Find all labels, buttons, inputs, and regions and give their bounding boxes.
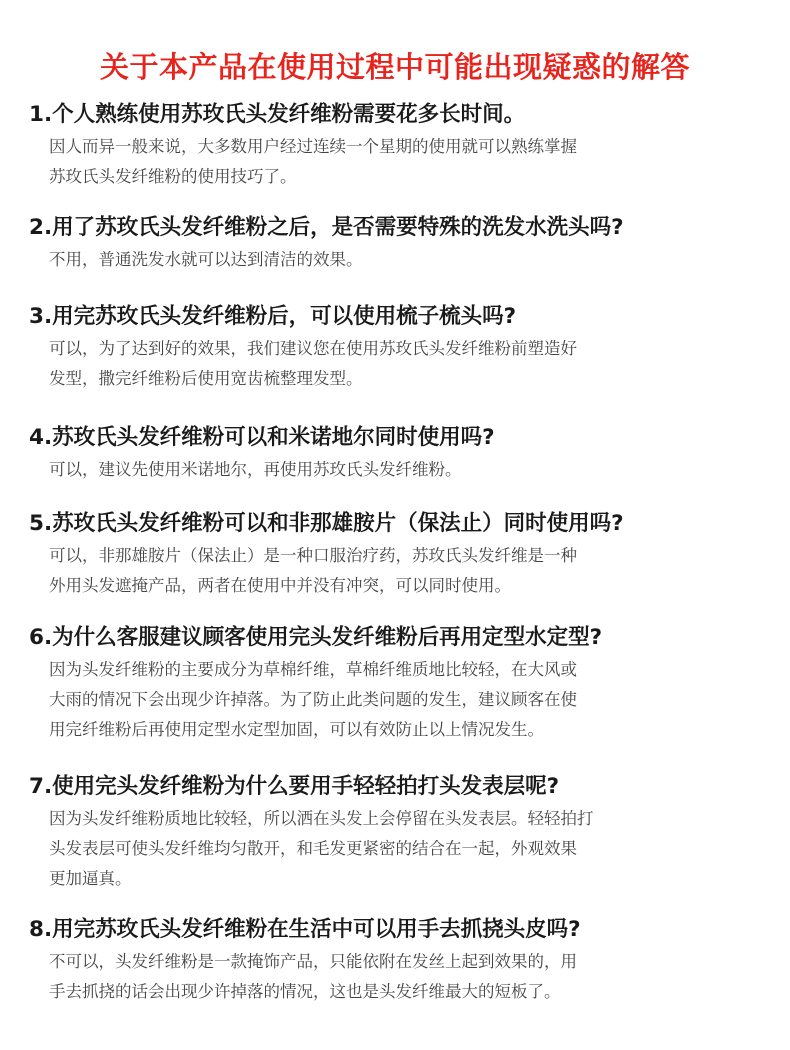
faq-question: 5.苏玫氏头发纤维粉可以和非那雄胺片（保法止）同时使用吗? xyxy=(29,511,624,536)
faq-item-6 xyxy=(29,623,769,745)
faq-item-4 xyxy=(29,423,769,485)
faq-question: 7.使用完头发纤维粉为什么要用手轻轻拍打头发表层呢? xyxy=(29,774,560,799)
answer-line: 头发表层可使头发纤维均匀散开，和毛发更紧密的结合在一起，外观效果 xyxy=(49,839,577,858)
faq-item-1 xyxy=(29,100,769,192)
faq-question: 6.为什么客服建议顾客使用完头发纤维粉后再用定型水定型? xyxy=(29,625,603,650)
answer-line: 苏玫氏头发纤维粉的使用技巧了。 xyxy=(49,167,297,186)
faq-question: 4.苏玫氏头发纤维粉可以和米诺地尔同时使用吗? xyxy=(29,425,495,450)
faq-item-5 xyxy=(29,509,769,601)
faq-answer xyxy=(49,541,769,601)
faq-question: 3.用完苏玫氏头发纤维粉后，可以使用梳子梳头吗? xyxy=(29,304,517,329)
answer-line: 因为头发纤维粉质地比较轻，所以洒在头发上会停留在头发表层。轻轻拍打 xyxy=(49,809,594,828)
answer-line: 因为头发纤维粉的主要成分为草棉纤维，草棉纤维质地比较轻，在大风或 xyxy=(49,660,577,679)
faq-answer xyxy=(49,455,769,485)
faq-answer xyxy=(49,245,769,275)
faq-answer xyxy=(49,655,769,745)
answer-line: 发型，撒完纤维粉后使用宽齿梳整理发型。 xyxy=(49,369,363,388)
faq-answer xyxy=(49,947,769,1007)
answer-line: 因人而异一般来说，大多数用户经过连续一个星期的使用就可以熟练掌握 xyxy=(49,137,577,156)
faq-item-2 xyxy=(29,213,769,275)
answer-line: 用完纤维粉后再使用定型水定型加固，可以有效防止以上情况发生。 xyxy=(49,720,544,739)
page-title: 关于本产品在使用过程中可能出现疑惑的解答 xyxy=(99,50,690,85)
answer-line: 不用，普通洗发水就可以达到清洁的效果。 xyxy=(49,250,363,269)
answer-line: 可以，非那雄胺片（保法止）是一种口服治疗药，苏玫氏头发纤维是一种 xyxy=(49,546,577,565)
answer-line: 可以，建议先使用米诺地尔，再使用苏玫氏头发纤维粉。 xyxy=(49,460,462,479)
answer-line: 可以，为了达到好的效果，我们建议您在使用苏玫氏头发纤维粉前塑造好 xyxy=(49,339,577,358)
answer-line: 外用头发遮掩产品，两者在使用中并没有冲突，可以同时使用。 xyxy=(49,576,511,595)
faq-question: 1.个人熟练使用苏玫氏头发纤维粉需要花多长时间。 xyxy=(29,102,526,127)
answer-line: 更加逼真。 xyxy=(49,869,132,888)
faq-answer xyxy=(49,804,769,894)
faq-item-8 xyxy=(29,915,769,1007)
faq-answer xyxy=(49,334,769,394)
faq-answer xyxy=(49,132,769,192)
answer-line: 手去抓挠的话会出现少许掉落的情况，这也是头发纤维最大的短板了。 xyxy=(49,982,561,1001)
faq-question: 2.用了苏玫氏头发纤维粉之后，是否需要特殊的洗发水洗头吗? xyxy=(29,215,624,240)
faq-question: 8.用完苏玫氏头发纤维粉在生活中可以用手去抓挠头皮吗? xyxy=(29,917,581,942)
faq-item-7 xyxy=(29,772,769,894)
answer-line: 大雨的情况下会出现少许掉落。为了防止此类问题的发生，建议顾客在使 xyxy=(49,690,577,709)
answer-line: 不可以，头发纤维粉是一款掩饰产品，只能依附在发丝上起到效果的，用 xyxy=(49,952,577,971)
faq-item-3 xyxy=(29,302,769,394)
